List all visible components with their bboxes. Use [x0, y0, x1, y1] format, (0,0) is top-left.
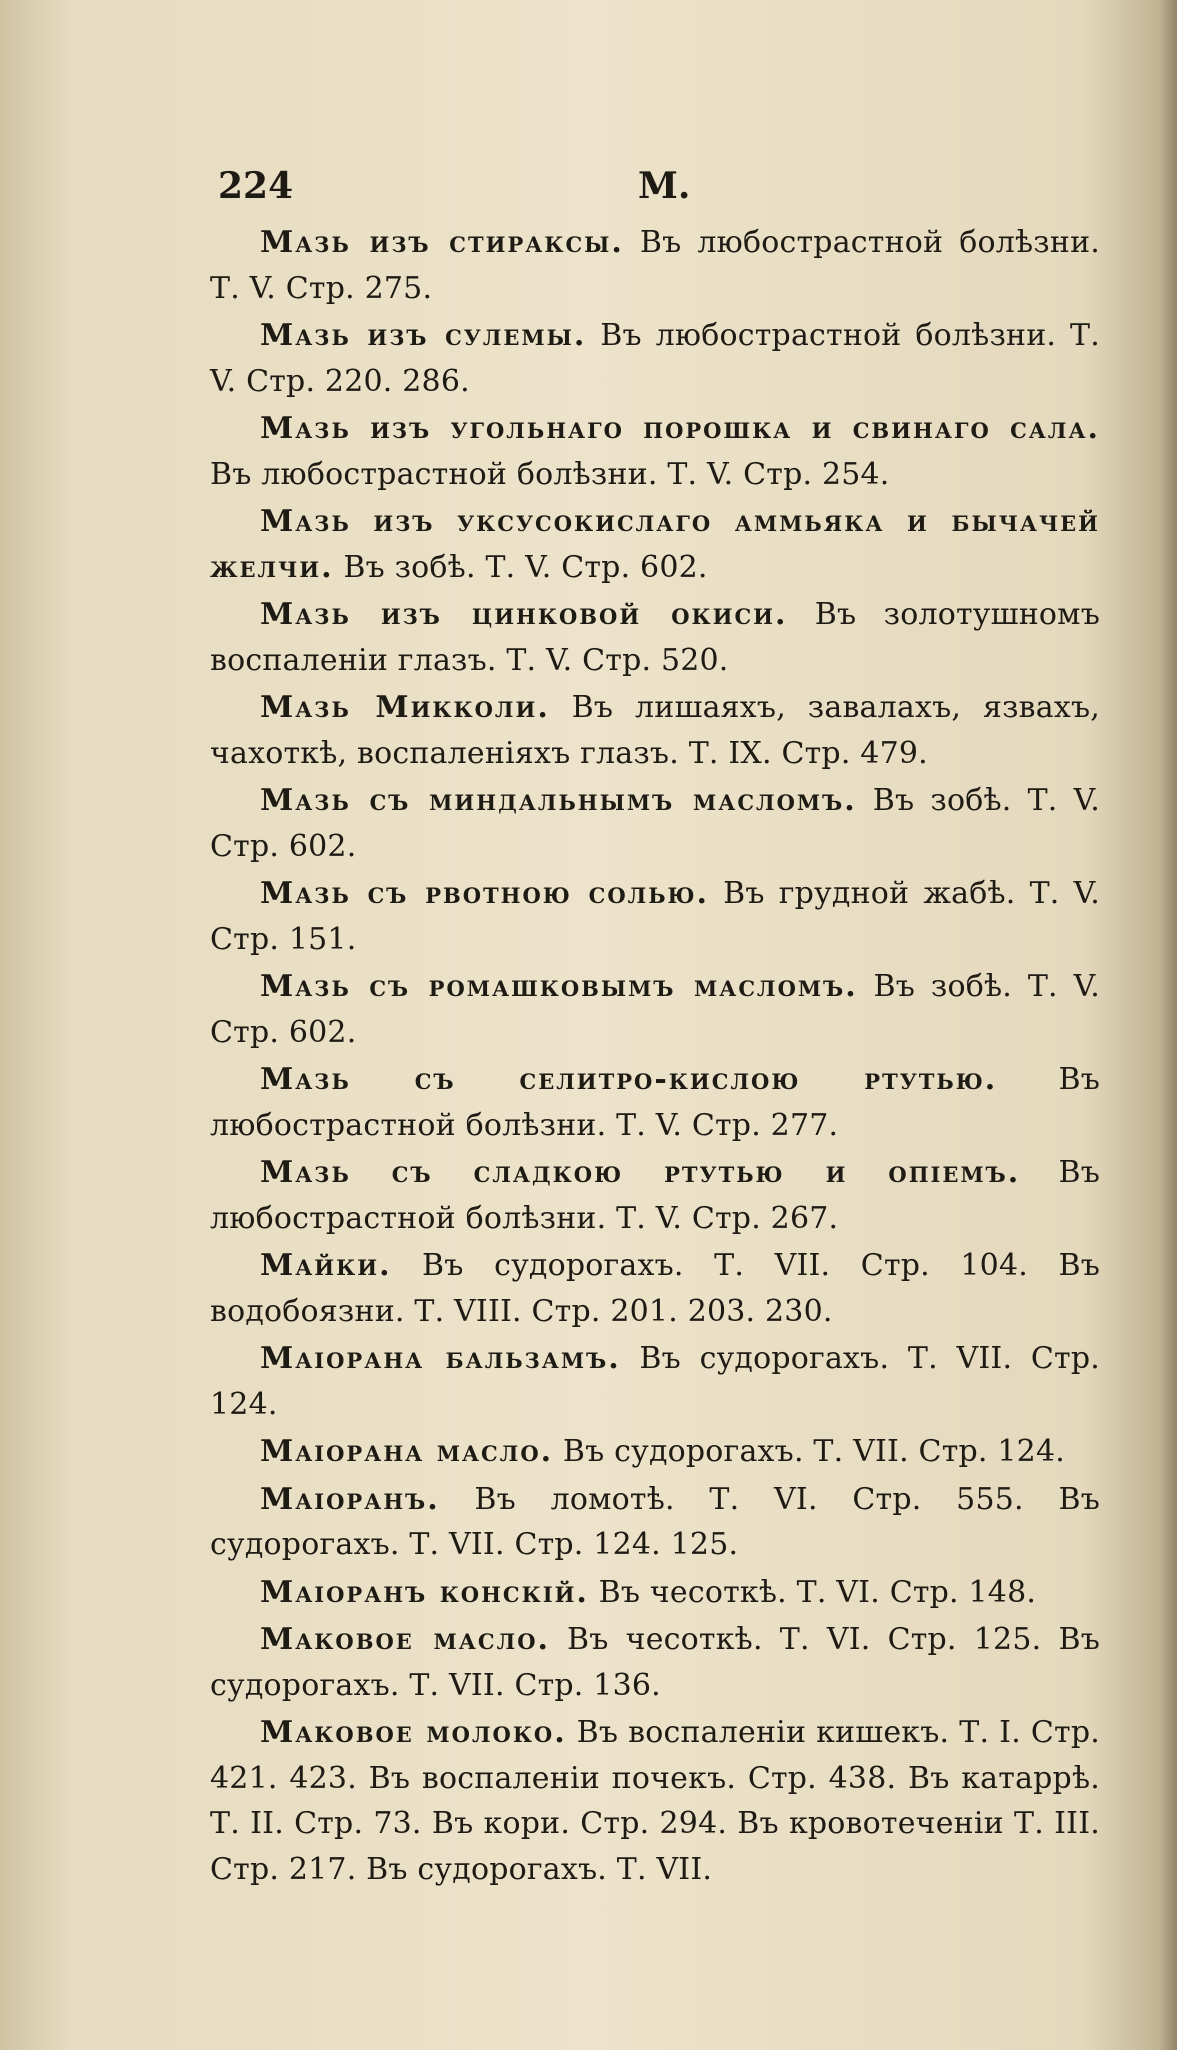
- index-entry: [210, 1617, 1100, 1708]
- entry-term: Мазь съ миндальнымъ масломъ.: [260, 783, 857, 818]
- entry-term: Мазь Микколи.: [260, 690, 550, 725]
- page-number: 224: [218, 165, 294, 207]
- entry-term: Мазь изъ стираксы.: [260, 225, 624, 260]
- entry-text: Въ судорогахъ. Т. VII. Стр. 124.: [210, 1341, 1100, 1422]
- index-entry: [210, 778, 1100, 869]
- index-entry: [210, 964, 1100, 1055]
- index-entry: [210, 313, 1100, 404]
- entry-text: Въ зобѣ. Т. V. Стр. 602.: [210, 969, 1100, 1050]
- entry-term: Маіорана масло.: [260, 1434, 554, 1469]
- index-entry: [210, 1429, 1100, 1475]
- index-entry: [210, 592, 1100, 683]
- entry-term: Мазь съ рвотною солью.: [260, 876, 710, 911]
- entry-term: Маковое масло.: [260, 1622, 550, 1657]
- page-edge-shadow: [1159, 0, 1177, 2050]
- entry-text: Въ лишаяхъ, завалахъ, язвахъ, чахоткѣ, воспаленіяхъ глазъ. Т. IX. Стр. 479.: [210, 690, 1100, 771]
- entry-text: Въ золотушномъ воспаленіи глазъ. Т. V. Стр. 520.: [210, 597, 1100, 678]
- index-entry: [210, 1243, 1100, 1334]
- entry-text: Въ любострастной болѣзни. Т. V. Стр. 267.: [210, 1155, 1100, 1236]
- running-head: М.: [638, 165, 691, 207]
- entry-term: Мазь изъ уксусокислаго аммьяка и бычачей желчи.: [210, 504, 1100, 585]
- entry-term: Майки.: [260, 1248, 392, 1283]
- index-entry: [210, 871, 1100, 962]
- entry-term: Маіорана бальзамъ.: [260, 1341, 621, 1376]
- entry-text: Въ любострастной болѣзни. Т. V. Стр. 220. 286.: [210, 318, 1100, 399]
- entry-term: Маковое молоко.: [260, 1715, 567, 1750]
- entry-term: Маіоранъ конскій.: [260, 1574, 589, 1610]
- index-entries: [210, 220, 1100, 1894]
- entry-term: Мазь съ сладкою ртутью и опіемъ.: [260, 1155, 1021, 1190]
- entry-text: Въ чесоткѣ. Т. VI. Стр. 125. Въ судорогахъ. Т. VII. Стр. 136.: [210, 1622, 1100, 1703]
- index-entry: [210, 685, 1100, 776]
- entry-text: Въ зобѣ. Т. V. Стр. 602.: [333, 549, 708, 585]
- entry-text: Въ грудной жабѣ. Т. V. Стр. 151.: [210, 876, 1100, 957]
- entry-text: Въ судорогахъ. Т. VII. Стр. 104. Въ водобоязни. Т. VIII. Стр. 201. 203. 230.: [210, 1248, 1100, 1329]
- entry-text: Въ воспаленіи кишекъ. Т. I. Стр. 421. 423. Въ воспаленіи почекъ. Стр. 438. Въ катаррѣ. Т. II. Стр. 73. Въ кори. Стр. 294. Въ кровотеченіи Т. III. Стр. 217. Въ судорогахъ. Т. VII.: [210, 1715, 1100, 1887]
- index-entry: [210, 1477, 1100, 1568]
- entry-term: Мазь съ ромашковымъ масломъ.: [260, 969, 858, 1004]
- entry-text: Въ судорогахъ. Т. VII. Стр. 124.: [553, 1434, 1065, 1469]
- index-entry: [210, 1336, 1100, 1427]
- entry-term: Маіоранъ.: [260, 1481, 440, 1517]
- entry-text: Въ чесоткѣ. Т. VI. Стр. 148.: [588, 1574, 1037, 1610]
- page-header: [218, 165, 1097, 215]
- entry-term: Мазь съ селитро-кислою ртутью.: [260, 1062, 998, 1097]
- entry-term: Мазь изъ цинковой окиси.: [260, 597, 788, 632]
- entry-text: Въ любострастной болѣзни. Т. V. Стр. 254.: [210, 456, 890, 492]
- entry-text: Въ зобѣ. Т. V. Стр. 602.: [210, 783, 1100, 864]
- index-entry: [210, 1570, 1100, 1616]
- index-entry: [210, 406, 1100, 497]
- index-entry: [210, 1710, 1100, 1892]
- entry-text: Въ любострастной болѣзни. Т. V. Стр. 277.: [210, 1062, 1100, 1143]
- entry-term: Мазь изъ сулемы.: [260, 318, 587, 353]
- entry-text: Въ ломотѣ. Т. VI. Стр. 555. Въ судорогахъ. Т. VII. Стр. 124. 125.: [210, 1481, 1100, 1562]
- entry-text: Въ любострастной болѣзни. Т. V. Стр. 275.: [210, 225, 1100, 306]
- entry-term: Мазь изъ угольнаго порошка и свинаго сала.: [260, 411, 1100, 446]
- index-entry: [210, 220, 1100, 311]
- index-entry: [210, 1150, 1100, 1241]
- index-entry: [210, 499, 1100, 590]
- index-entry: [210, 1057, 1100, 1148]
